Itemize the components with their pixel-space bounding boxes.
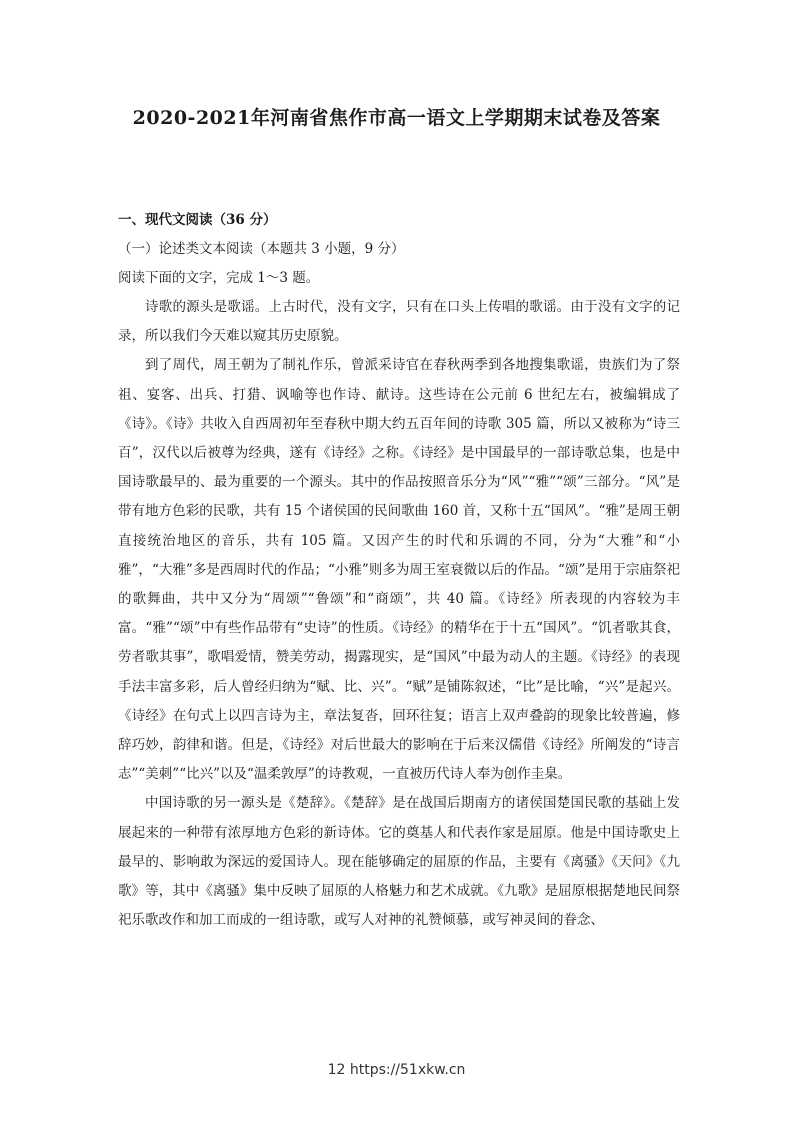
section-subheading: （一）论述类文本阅读（本题共 3 小题，9 分） [118, 241, 405, 257]
section-heading: 一、现代文阅读（36 分） [118, 212, 277, 228]
page-title: 2020-2021年河南省焦作市高一语文上学期期末试卷及答案 [132, 107, 661, 129]
paragraph-1: 诗歌的源头是歌谣。上古时代，没有文字，只有在口头上传唱的歌谣。由于没有文字的记录，所以我们今天难以窥其历史原貌。 [118, 299, 680, 345]
document-body [118, 206, 680, 935]
reading-instruction: 阅读下面的文字，完成 1～3 题。 [118, 270, 320, 286]
paragraph-2: 到了周代，周王朝为了制礼作乐，曾派采诗官在春秋两季到各地搜集歌谣，贵族们为了祭祖、宴客、出兵、打猎、讽喻等也作诗、献诗。这些诗在公元前 6 世纪左右，被编辑成了《诗》。《诗》共收入自西周初年至春秋中期大约五百年间的诗歌 305 篇，所以又被称为“诗三百”，汉代以后被尊为经典，遂有《诗经》之称。《诗经》是中国最早的一部诗歌总集，也是中国诗歌最早的、最为重要的一个源头。其中的作品按照音乐分为“风”“雅”“颂”三部分。“风”是带有地方色彩的民歌，共有 15 个诸侯国的民间歌曲 160 首，又称十五“国风”。“雅”是周王朝直接统治地区的音乐，共有 105 篇。又因产生的时代和乐调的不同，分为“大雅”和“小雅”，“大雅”多是西周时代的作品；“小雅”则多为周王室衰微以后的作品。“颂”是用于宗庙祭祀的歌舞曲，共中又分为“周颂”“鲁颂”和“商颂”，共 40 篇。《诗经》所表现的内容较为丰富。“雅”“颂”中有些作品带有“史诗”的性质。《诗经》的精华在于十五“国风”。“饥者歌其食，劳者歌其事”，歌唱爱情，赞美劳动，揭露现实，是“国风”中最为动人的主题。《诗经》的表现手法丰富多彩，后人曾经归纳为“赋、比、兴”。“赋”是铺陈叙述，“比”是比喻，“兴”是起兴。《诗经》在句式上以四言诗为主，章法复沓，回环往复；语言上双声叠韵的现象比较普遍，修辞巧妙，韵律和谐。但是，《诗经》对后世最大的影响在于后来汉儒借《诗经》所阐发的“诗言志”“美刺”“比兴”以及“温柔敦厚”的诗教观，一直被历代诗人奉为创作圭臬。 [118, 357, 680, 783]
paragraph-3: 中国诗歌的另一源头是《楚辞》。《楚辞》是在战国后期南方的诸侯国楚国民歌的基础上发展起来的一种带有浓厚地方色彩的新诗体。它的奠基人和代表作家是屈原。他是中国诗歌史上最早的、影响敢为深远的爱国诗人。现在能够确定的屈原的作品，主要有《离骚》《天问》《九歌》等，其中《离骚》集中反映了屈原的人格魅力和艺术成就。《九歌》是屈原根据楚地民间祭祀乐歌改作和加工而成的一组诗歌，或写人对神的礼赞倾慕，或写神灵间的眷念、 [118, 795, 680, 929]
page-footer: 12 https://51xkw.cn [327, 1062, 466, 1078]
